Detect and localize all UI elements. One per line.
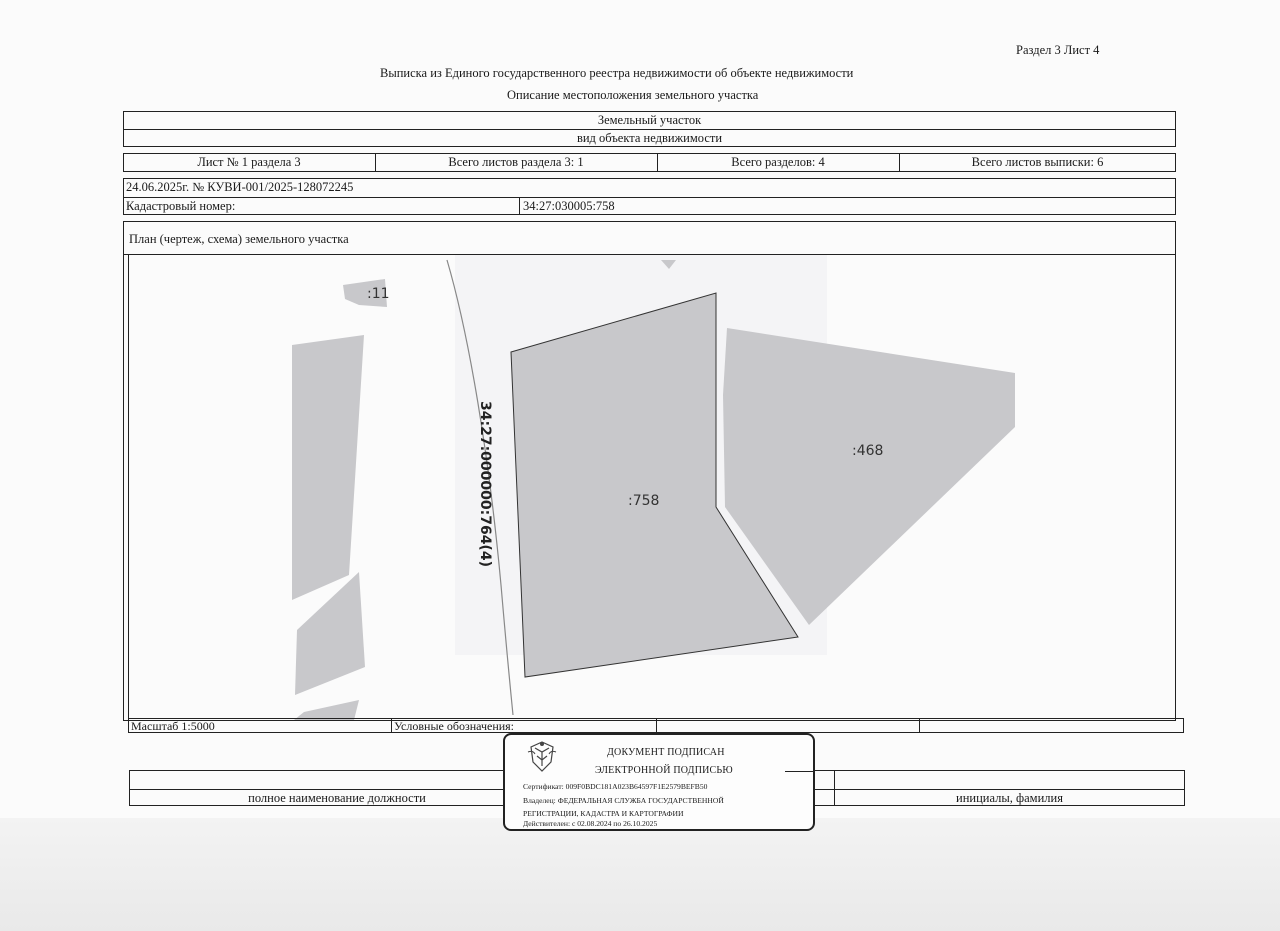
divider: [919, 718, 920, 733]
divider: [123, 197, 1176, 198]
parcel-map: [129, 255, 1175, 720]
position-caption: полное наименование должности: [248, 791, 426, 805]
cadastral-number-value: 34:27:030005:758: [523, 199, 615, 213]
label-road: 34:27:000000:764(4): [477, 401, 493, 567]
scale-label: Масштаб 1:5000: [131, 719, 215, 733]
label-parcel-758: :758: [628, 493, 660, 509]
e-signature-stamp: [503, 733, 815, 831]
stamp-owner-cont: РЕГИСТРАЦИИ, КАДАСТРА И КАРТОГРАФИИ: [523, 809, 684, 818]
parcel-left-strip: [292, 335, 364, 600]
parcel-left-bottom: [294, 700, 359, 720]
emblem-icon: [525, 738, 559, 774]
divider: [519, 197, 520, 215]
divider: [785, 771, 815, 772]
section-sheet-label: Раздел 3 Лист 4: [1016, 43, 1100, 57]
object-type: Земельный участок: [597, 113, 702, 127]
stamp-certificate: Сертификат: 009F0BDC181A023B64597F1E2579BEFB50: [523, 782, 708, 791]
name-caption: инициалы, фамилия: [956, 791, 1063, 805]
divider: [123, 129, 1176, 130]
total-extract-sheets: Всего листов выписки: 6: [971, 155, 1104, 169]
document-title: Выписка из Единого государственного реестра недвижимости об объекте недвижимости: [380, 66, 854, 80]
stamp-line2: ЭЛЕКТРОННОЙ ПОДПИСЬЮ: [595, 765, 733, 776]
total-section-sheets: Всего листов раздела 3: 1: [448, 155, 584, 169]
sheet-number: Лист № 1 раздела 3: [197, 155, 301, 169]
stamp-line1: ДОКУМЕНТ ПОДПИСАН: [607, 747, 725, 758]
cadastral-number-label: Кадастровый номер:: [126, 199, 236, 213]
label-parcel-468: :468: [852, 443, 884, 459]
divider: [656, 718, 657, 733]
object-type-caption: вид объекта недвижимости: [576, 131, 723, 145]
stamp-owner: Владелец: ФЕДЕРАЛЬНАЯ СЛУЖБА ГОСУДАРСТВЕННОЙ: [523, 796, 724, 805]
scan-shadow: [0, 818, 1280, 931]
plan-title: План (чертеж, схема) земельного участка: [129, 232, 349, 246]
record-date-number: 24.06.2025г. № КУВИ-001/2025-128072245: [126, 180, 354, 194]
legend-label: Условные обозначения:: [394, 719, 515, 733]
total-sections: Всего разделов: 4: [731, 155, 825, 169]
document-subtitle: Описание местоположения земельного участка: [507, 88, 759, 102]
label-parcel-11: :11: [367, 286, 390, 302]
stamp-valid: Действителен: с 02.08.2024 по 26.10.2025: [523, 819, 658, 828]
divider: [391, 718, 392, 733]
